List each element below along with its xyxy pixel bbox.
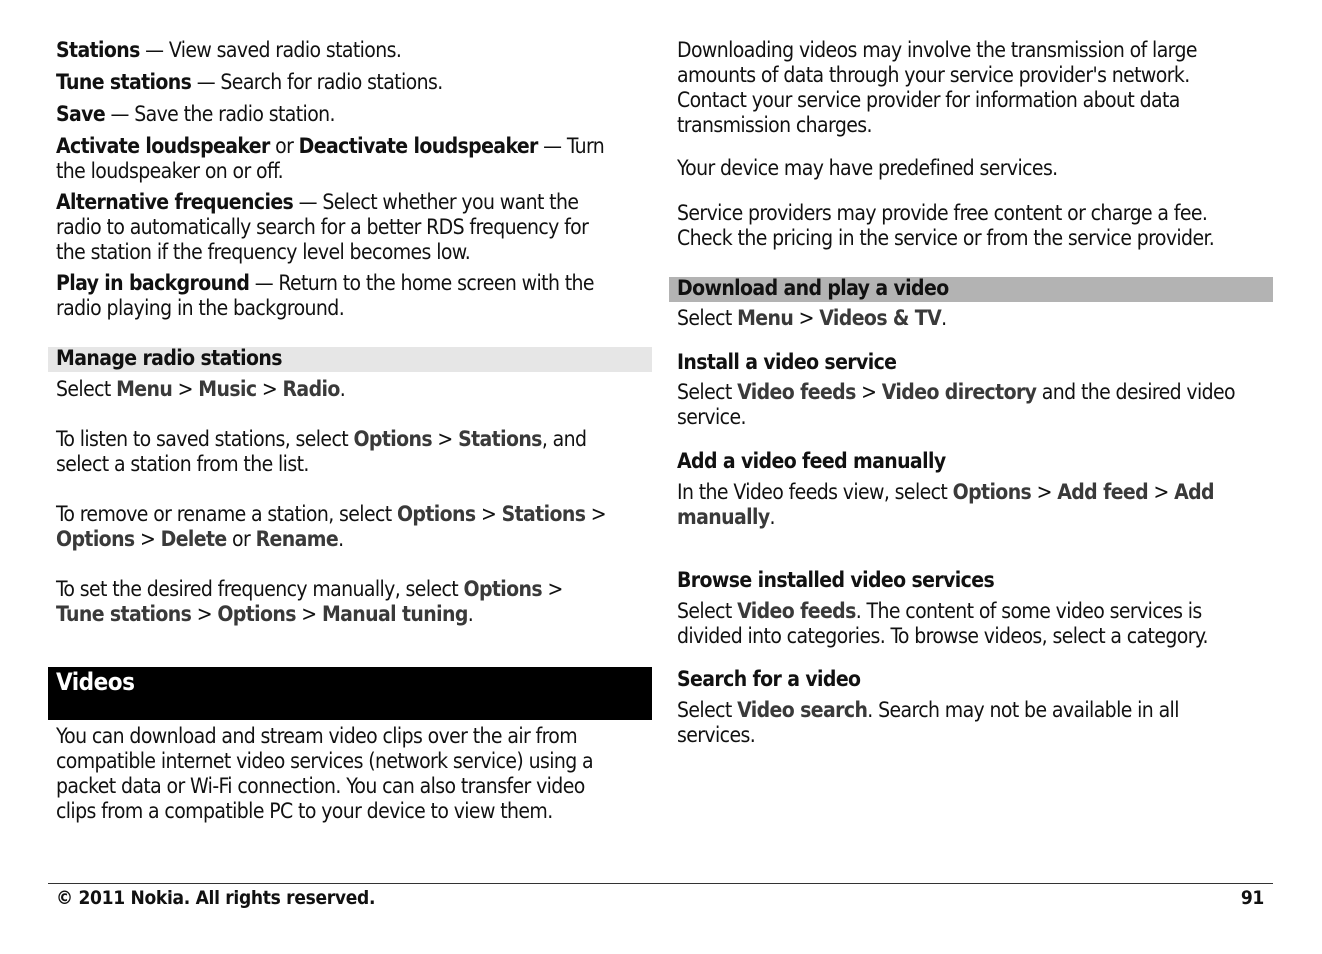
manually-key: manually [677,505,770,529]
manage-radio-heading [48,347,652,372]
music-key: Music [198,377,257,401]
videos-intro-line: compatible internet video services (network service) using a [56,749,593,773]
alt-freq-desc-3: the station if the frequency level becomes low. [56,240,471,264]
add-key: Add [1174,480,1214,504]
options-key: Options [952,480,1032,504]
add-feed-key: Add feed [1057,480,1149,504]
sep: > [295,602,322,626]
loudspeaker-entry [56,134,604,184]
browse-post: . The content of some video services is [855,599,1202,623]
download-play-heading [669,277,1273,302]
stations-key: Stations [501,502,586,526]
browse-heading: Browse installed video services [677,568,995,592]
alt-freq-term: Alternative frequencies [56,190,294,214]
videos-intro-line: clips from a compatible PC to your device to view them. [56,799,553,823]
manual-instructions [56,577,563,627]
download-select-path [677,306,947,331]
sep: > [172,377,199,401]
manage-select-pre: Select [56,377,117,401]
install-instructions [677,380,1235,430]
end: . [338,527,344,551]
download-warning [677,38,1197,138]
videos-intro-line: packet data or Wi-Fi connection. You can also transfer video [56,774,585,798]
alt-freq-desc-2: radio to automatically search for a better RDS frequency for [56,215,589,239]
add-pre: In the Video feeds view, select [677,480,953,504]
manage-radio-heading-text: Manage radio stations [56,346,282,370]
providers-line: Service providers may provide free content or charge a fee. [677,201,1208,225]
loudspeaker-desc-2: the loudspeaker on or off. [56,159,283,183]
select-pre: Select [677,306,738,330]
delete-key: Delete [160,527,227,551]
sep: > [134,527,161,551]
install-heading: Install a video service [677,350,897,374]
sep: > [475,502,502,526]
copyright: © 2011 Nokia. All rights reserved. [56,887,376,909]
sep: > [1031,480,1058,504]
search-line2: services. [677,723,756,747]
install-line2: service. [677,405,746,429]
activate-loudspeaker-term: Activate loudspeaker [56,134,270,158]
alt-freq-desc-1: — Select whether you want the [293,190,579,214]
end: . [339,377,346,401]
browse-pre: Select [677,599,738,623]
videos-title: Videos [56,668,135,696]
warning-line: Contact your service provider for information about data [677,88,1180,112]
play-bg-desc-2: radio playing in the background. [56,296,345,320]
videos-chapter-heading [48,667,652,720]
providers-note [677,201,1214,251]
install-post: and the desired video [1036,380,1235,404]
end: . [769,505,775,529]
page-number: 91 [1240,887,1264,909]
tune-stations-term: Tune stations [56,70,192,94]
tune-stations-entry [56,70,443,95]
options-key: Options [396,502,476,526]
end: . [467,602,474,626]
remove-pre: To remove or rename a station, select [56,502,397,526]
sep: > [585,502,606,526]
tune-stations-key: Tune stations [56,602,192,626]
play-bg-term: Play in background [56,271,250,295]
videos-tv-key: Videos & TV [819,306,942,330]
options-key: Options [217,602,296,626]
install-pre: Select [677,380,738,404]
footer-divider [48,883,1273,884]
save-entry [56,102,335,127]
providers-line: Check the pricing in the service or from the service provider. [677,226,1215,250]
sep: > [542,577,563,601]
stations-entry [56,38,401,63]
remove-instructions [56,502,606,552]
stations-key: Stations [458,427,542,451]
search-instructions [677,698,1179,748]
listen-post: , and [541,427,587,451]
browse-instructions [677,599,1208,649]
play-bg-entry [56,271,594,321]
options-key: Options [56,527,135,551]
warning-line: amounts of data through your service provider's network. [677,63,1190,87]
tune-stations-desc: — Search for radio stations. [191,70,443,94]
menu-key: Menu [116,377,173,401]
predefined-text: Your device may have predefined services. [677,156,1058,180]
predefined-services [677,156,1058,181]
loudspeaker-desc-1: — Turn [537,134,605,158]
video-feeds-key: Video feeds [737,380,856,404]
save-term: Save [56,102,106,126]
sep: > [191,602,218,626]
search-pre: Select [677,698,738,722]
download-play-heading-text: Download and play a video [677,276,949,300]
manual-pre: To set the desired frequency manually, select [56,577,464,601]
loudspeaker-or: or [269,134,299,158]
video-search-key: Video search [737,698,868,722]
sep: > [793,306,820,330]
end: . [941,306,947,330]
rename-key: Rename [255,527,339,551]
save-desc: — Save the radio station. [105,102,335,126]
stations-term: Stations [56,38,140,62]
options-key: Options [353,427,433,451]
add-feed-instructions [677,480,1214,530]
videos-intro [56,724,593,824]
videos-intro-line: You can download and stream video clips over the air from [56,724,578,748]
stations-desc: — View saved radio stations. [139,38,402,62]
video-directory-key: Video directory [881,380,1037,404]
listen-pre: To listen to saved stations, select [56,427,354,451]
manual-tuning-key: Manual tuning [321,602,468,626]
radio-key: Radio [282,377,340,401]
or: or [226,527,256,551]
menu-key: Menu [737,306,794,330]
sep: > [256,377,283,401]
deactivate-loudspeaker-term: Deactivate loudspeaker [298,134,538,158]
sep: > [1148,480,1175,504]
add-feed-heading: Add a video feed manually [677,449,946,473]
sep: > [855,380,882,404]
manage-select-path [56,377,345,402]
listen-line2: select a station from the list. [56,452,309,476]
warning-line: transmission charges. [677,113,872,137]
sep: > [432,427,459,451]
options-key: Options [463,577,543,601]
search-heading: Search for a video [677,667,861,691]
browse-line2: divided into categories. To browse videos, select a category. [677,624,1208,648]
listen-instructions [56,427,586,477]
warning-line: Downloading videos may involve the transmission of large [677,38,1197,62]
video-feeds-key: Video feeds [737,599,856,623]
alt-freq-entry [56,190,588,265]
search-post: . Search may not be available in all [867,698,1179,722]
play-bg-desc-1: — Return to the home screen with the [249,271,594,295]
